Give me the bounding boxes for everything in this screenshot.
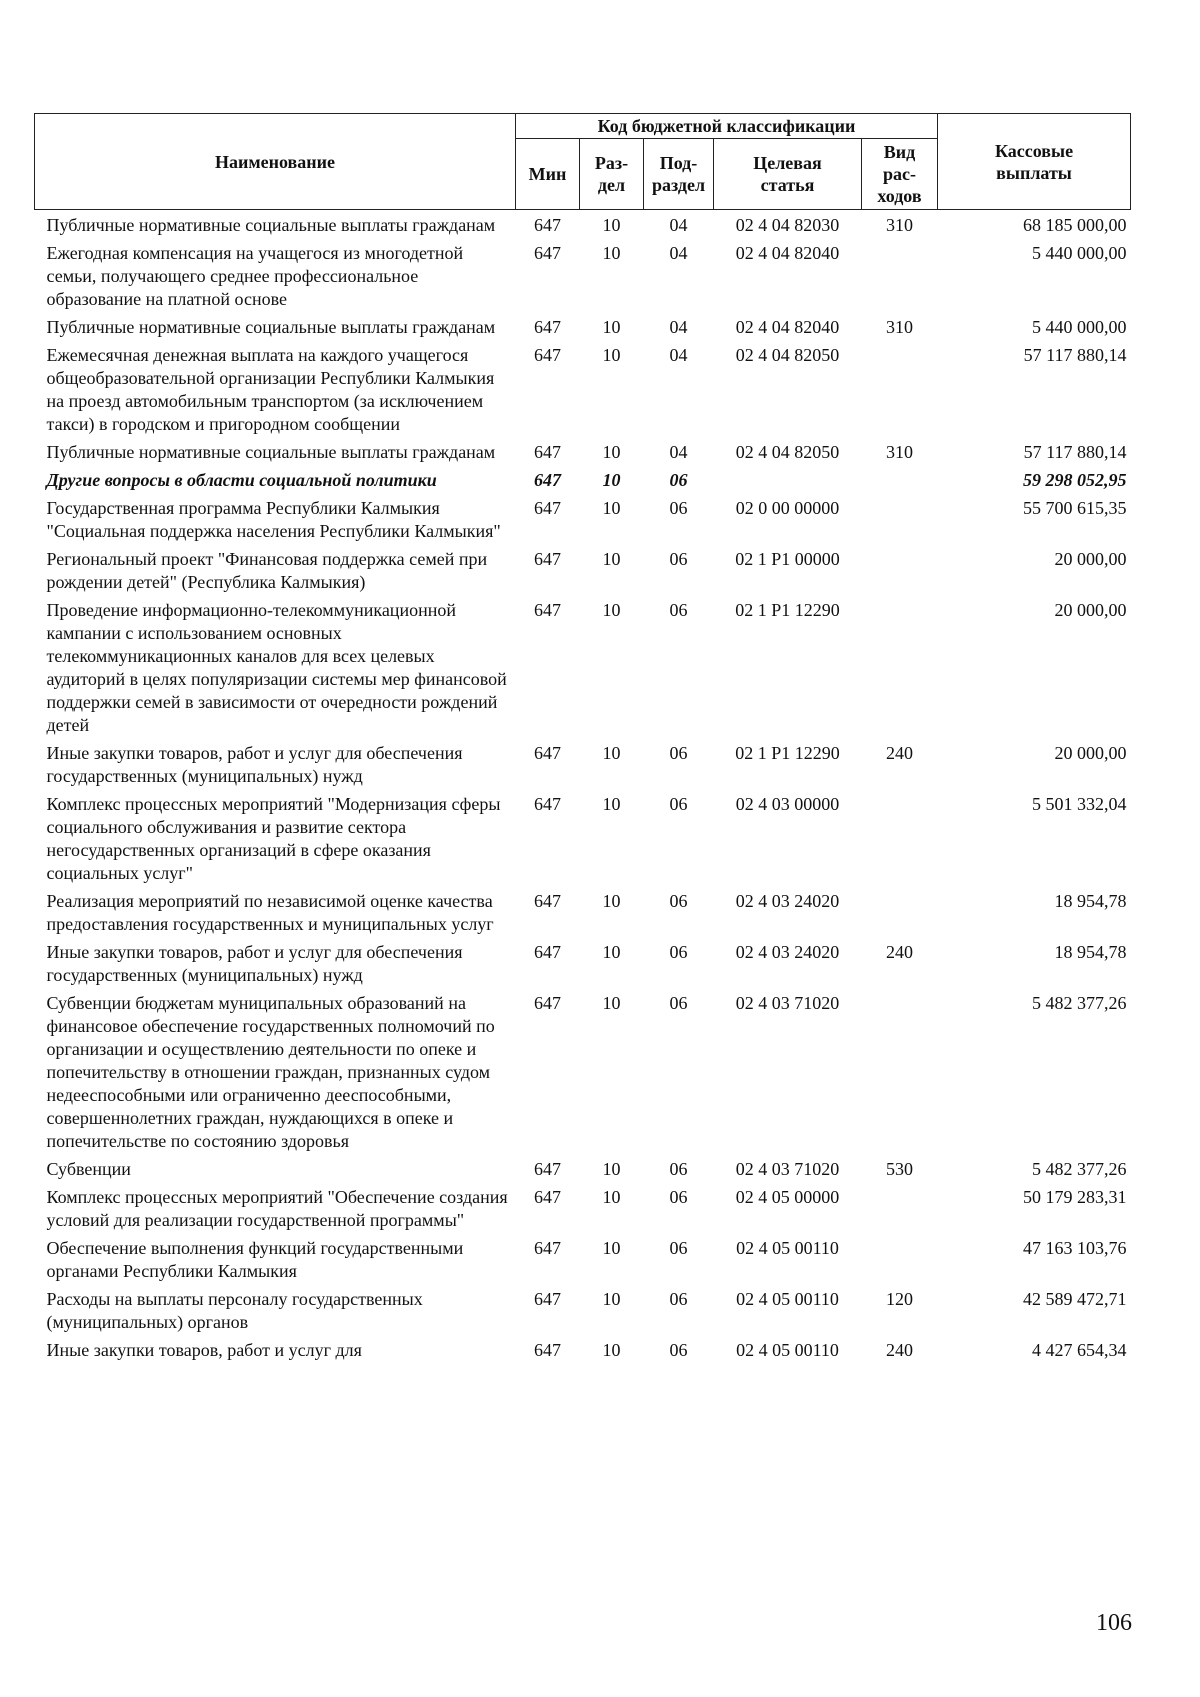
cell-vid: 240 xyxy=(886,743,913,763)
cell-min: 647 xyxy=(534,600,561,620)
cell-celevaya: 02 4 03 24020 xyxy=(735,891,840,911)
cell-name: Обеспечение выполнения функций государственными органами Республики Калмыкия xyxy=(46,1238,464,1281)
table-row xyxy=(35,988,1131,1154)
cell-min: 647 xyxy=(534,215,561,235)
cell-kassa: 20 000,00 xyxy=(1054,600,1127,620)
cell-kassa: 50 179 283,31 xyxy=(1023,1187,1127,1207)
cell-min: 647 xyxy=(534,942,561,962)
cell-vid xyxy=(862,789,938,886)
cell-celevaya: 02 4 04 82040 xyxy=(735,243,840,263)
header-classification-group: Код бюджетной классификации xyxy=(516,114,938,139)
header-razdel: Раз- дел xyxy=(580,139,644,210)
cell-kassa: 18 954,78 xyxy=(1054,891,1127,911)
cell-name: Государственная программа Республики Калмыкия "Социальная поддержка населения Республики Калмыкия" xyxy=(46,498,501,541)
cell-podrazdel: 04 xyxy=(669,243,688,263)
table-row xyxy=(35,886,1131,937)
cell-kassa: 20 000,00 xyxy=(1054,743,1127,763)
cell-razdel: 10 xyxy=(602,942,621,962)
header-name: Наименование xyxy=(35,114,516,210)
budget-table-container xyxy=(34,113,1130,1363)
cell-podrazdel: 06 xyxy=(669,1238,688,1258)
table-row xyxy=(35,789,1131,886)
cell-razdel: 10 xyxy=(602,317,621,337)
cell-vid: 310 xyxy=(886,442,913,462)
table-row xyxy=(35,1154,1131,1182)
cell-kassa: 20 000,00 xyxy=(1054,549,1127,569)
cell-min: 647 xyxy=(534,1289,561,1309)
cell-razdel: 10 xyxy=(602,993,621,1013)
cell-min: 647 xyxy=(534,794,561,814)
cell-celevaya: 02 0 00 00000 xyxy=(735,498,840,518)
cell-vid: 310 xyxy=(886,317,913,337)
cell-min: 647 xyxy=(534,1238,561,1258)
cell-name: Ежегодная компенсация на учащегося из многодетной семьи, получающего среднее профессиональное образование на платной основе xyxy=(46,243,464,309)
cell-razdel: 10 xyxy=(602,1238,621,1258)
cell-celevaya: 02 4 05 00000 xyxy=(735,1187,840,1207)
cell-min: 647 xyxy=(534,442,561,462)
cell-razdel: 10 xyxy=(602,1159,621,1179)
cell-vid xyxy=(862,340,938,437)
cell-vid: 530 xyxy=(886,1159,913,1179)
cell-min: 647 xyxy=(534,498,561,518)
page-number: 106 xyxy=(1096,1610,1132,1636)
cell-name: Публичные нормативные социальные выплаты гражданам xyxy=(46,442,496,462)
cell-podrazdel: 04 xyxy=(669,442,688,462)
table-row xyxy=(35,238,1131,312)
cell-vid xyxy=(862,595,938,738)
cell-celevaya: 02 4 04 82030 xyxy=(735,215,840,235)
cell-razdel: 10 xyxy=(602,1289,621,1309)
cell-kassa: 5 501 332,04 xyxy=(1032,794,1127,814)
cell-vid xyxy=(862,1233,938,1284)
cell-kassa: 5 482 377,26 xyxy=(1032,993,1127,1013)
cell-razdel: 10 xyxy=(602,1340,621,1360)
table-row xyxy=(35,437,1131,465)
cell-celevaya: 02 4 03 00000 xyxy=(735,794,840,814)
cell-vid xyxy=(862,886,938,937)
cell-name: Субвенции xyxy=(46,1159,131,1179)
cell-razdel: 10 xyxy=(602,1187,621,1207)
cell-min: 647 xyxy=(534,993,561,1013)
cell-celevaya: 02 4 04 82040 xyxy=(735,317,840,337)
table-row xyxy=(35,210,1131,239)
cell-kassa: 59 298 052,95 xyxy=(1023,470,1127,490)
cell-razdel: 10 xyxy=(602,743,621,763)
cell-min: 647 xyxy=(534,1159,561,1179)
cell-podrazdel: 06 xyxy=(669,1289,688,1309)
table-row xyxy=(35,340,1131,437)
table-row xyxy=(35,738,1131,789)
table-row xyxy=(35,493,1131,544)
cell-name: Реализация мероприятий по независимой оценке качества предоставления государственных и муниципальных услуг xyxy=(46,891,494,934)
cell-min: 647 xyxy=(534,345,561,365)
table-row xyxy=(35,595,1131,738)
cell-celevaya: 02 4 03 24020 xyxy=(735,942,840,962)
cell-razdel: 10 xyxy=(602,600,621,620)
cell-vid xyxy=(862,988,938,1154)
cell-razdel: 10 xyxy=(602,549,621,569)
cell-vid: 240 xyxy=(886,942,913,962)
cell-razdel: 10 xyxy=(602,794,621,814)
cell-vid: 120 xyxy=(886,1289,913,1309)
cell-name: Расходы на выплаты персоналу государственных (муниципальных) органов xyxy=(46,1289,423,1332)
cell-name: Субвенции бюджетам муниципальных образований на финансовое обеспечение государственных полномочий по организации и осуществлению деятельности по опеке и попечительству в отношении граждан, признанных судом недееспособными или ограниченно дееспособными, совершеннолетних граждан, нуждающихся в опеке и попечительстве по состоянию здоровья xyxy=(46,993,495,1151)
cell-vid xyxy=(862,544,938,595)
cell-name: Иные закупки товаров, работ и услуг для обеспечения государственных (муниципальных) нужд xyxy=(46,942,463,985)
cell-name: Региональный проект "Финансовая поддержка семей при рождении детей" (Республика Калмыкия) xyxy=(46,549,488,592)
header-vid: Вид рас- ходов xyxy=(862,139,938,210)
table-row xyxy=(35,1335,1131,1363)
table-row xyxy=(35,465,1131,493)
table-header xyxy=(35,114,1131,210)
cell-podrazdel: 04 xyxy=(669,215,688,235)
cell-name: Публичные нормативные социальные выплаты гражданам xyxy=(46,317,496,337)
cell-vid xyxy=(862,1182,938,1233)
cell-min: 647 xyxy=(534,891,561,911)
cell-kassa: 4 427 654,34 xyxy=(1032,1340,1127,1360)
cell-kassa: 57 117 880,14 xyxy=(1023,442,1127,462)
cell-podrazdel: 06 xyxy=(669,1340,688,1360)
table-row xyxy=(35,1284,1131,1335)
cell-min: 647 xyxy=(534,470,561,490)
cell-razdel: 10 xyxy=(602,215,621,235)
budget-table xyxy=(34,113,1131,1363)
cell-vid xyxy=(862,493,938,544)
cell-razdel: 10 xyxy=(602,243,621,263)
cell-min: 647 xyxy=(534,317,561,337)
cell-kassa: 47 163 103,76 xyxy=(1023,1238,1127,1258)
cell-podrazdel: 06 xyxy=(669,498,688,518)
cell-celevaya: 02 4 05 00110 xyxy=(736,1238,839,1258)
cell-min: 647 xyxy=(534,743,561,763)
table-row xyxy=(35,544,1131,595)
cell-name: Комплекс процессных мероприятий "Модернизация сферы социального обслуживания и развитие сектора негосударственных организаций в сфере оказания социальных услуг" xyxy=(46,794,501,883)
cell-celevaya xyxy=(714,465,862,493)
cell-podrazdel: 06 xyxy=(669,549,688,569)
cell-razdel: 10 xyxy=(602,470,621,490)
cell-name: Проведение информационно-телекоммуникационной кампании с использованием основных телекоммуникационных каналов для всех целевых аудиторий в целях популяризации системы мер финансовой поддержки семей в зависимости от очередности рождений детей xyxy=(46,600,507,735)
cell-celevaya: 02 4 03 71020 xyxy=(735,993,840,1013)
cell-kassa: 68 185 000,00 xyxy=(1023,215,1127,235)
cell-kassa: 55 700 615,35 xyxy=(1023,498,1127,518)
cell-celevaya: 02 1 P1 12290 xyxy=(735,600,840,620)
header-kassa: Кассовые выплаты xyxy=(938,114,1131,210)
cell-podrazdel: 06 xyxy=(669,891,688,911)
cell-razdel: 10 xyxy=(602,442,621,462)
cell-celevaya: 02 4 04 82050 xyxy=(735,442,840,462)
header-celevaya: Целевая статья xyxy=(714,139,862,210)
cell-celevaya: 02 4 04 82050 xyxy=(735,345,840,365)
cell-celevaya: 02 1 P1 12290 xyxy=(735,743,840,763)
cell-razdel: 10 xyxy=(602,345,621,365)
cell-name: Публичные нормативные социальные выплаты гражданам xyxy=(46,215,496,235)
cell-name: Иные закупки товаров, работ и услуг для обеспечения государственных (муниципальных) нужд xyxy=(46,743,463,786)
cell-razdel: 10 xyxy=(602,498,621,518)
table-body xyxy=(35,210,1131,1364)
cell-name: Ежемесячная денежная выплата на каждого учащегося общеобразовательной организации Республики Калмыкия на проезд автомобильным транспортом (за исключением такси) в городском и пригородном сообщении xyxy=(46,345,495,434)
cell-podrazdel: 06 xyxy=(669,1159,688,1179)
table-row xyxy=(35,312,1131,340)
cell-celevaya: 02 4 05 00110 xyxy=(736,1289,839,1309)
cell-name: Иные закупки товаров, работ и услуг для xyxy=(46,1340,362,1360)
header-min: Мин xyxy=(516,139,580,210)
cell-podrazdel: 04 xyxy=(669,317,688,337)
cell-kassa: 42 589 472,71 xyxy=(1023,1289,1127,1309)
cell-podrazdel: 04 xyxy=(669,345,688,365)
cell-podrazdel: 06 xyxy=(669,1187,688,1207)
cell-podrazdel: 06 xyxy=(669,942,688,962)
cell-kassa: 5 440 000,00 xyxy=(1032,243,1127,263)
cell-podrazdel: 06 xyxy=(669,743,688,763)
cell-kassa: 18 954,78 xyxy=(1054,942,1127,962)
cell-min: 647 xyxy=(534,1340,561,1360)
cell-celevaya: 02 4 03 71020 xyxy=(735,1159,840,1179)
table-row xyxy=(35,1182,1131,1233)
cell-podrazdel: 06 xyxy=(669,993,688,1013)
cell-vid xyxy=(862,465,938,493)
cell-celevaya: 02 1 P1 00000 xyxy=(735,549,840,569)
header-podrazdel: Под- раздел xyxy=(644,139,714,210)
cell-vid xyxy=(862,238,938,312)
cell-min: 647 xyxy=(534,549,561,569)
cell-kassa: 5 482 377,26 xyxy=(1032,1159,1127,1179)
table-row xyxy=(35,1233,1131,1284)
cell-podrazdel: 06 xyxy=(669,600,688,620)
cell-name: Комплекс процессных мероприятий "Обеспечение создания условий для реализации государственной программы" xyxy=(46,1187,508,1230)
cell-kassa: 57 117 880,14 xyxy=(1023,345,1127,365)
cell-podrazdel: 06 xyxy=(669,794,688,814)
cell-razdel: 10 xyxy=(602,891,621,911)
table-row xyxy=(35,937,1131,988)
cell-name: Другие вопросы в области социальной политики xyxy=(46,470,437,490)
cell-kassa: 5 440 000,00 xyxy=(1032,317,1127,337)
cell-min: 647 xyxy=(534,243,561,263)
cell-vid: 240 xyxy=(886,1340,913,1360)
cell-podrazdel: 06 xyxy=(669,470,688,490)
cell-vid: 310 xyxy=(886,215,913,235)
cell-min: 647 xyxy=(534,1187,561,1207)
cell-celevaya: 02 4 05 00110 xyxy=(736,1340,839,1360)
